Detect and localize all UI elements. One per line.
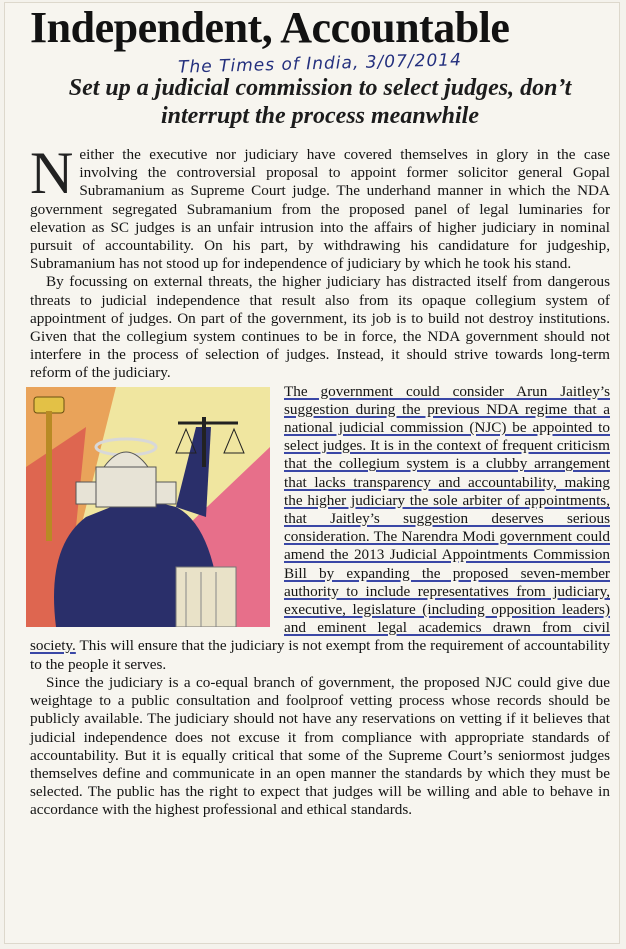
paragraph-3-text: This will ensure that the judiciary is not exempt from the requirement of accountability to the people it serves. [30,637,610,673]
paragraph-4-text: Since the judiciary is a co-equal branch of government, the proposed NJC could give due weightage to a public consultation and foolproof vetting process whose records should be publicly available. The judiciary should not have any reservations on vetting if it believes that judicial independence does not excuse it from compliance with appropriate standards of accountability. But it is equally critical that some of the Supreme Court’s seniormost judges themselves define and communicate in an open manner the standards by which they must be selected. The public has the right to expect that judges will be willing and able to behave in accordance with the highest professional and ethical standards. [30,673,610,819]
paragraph-2-text: By focussing on external threats, the higher judiciary has distracted itself from dangerous threats to judicial independence that result also from its opaque collegium system of appointment of judges. On part of the government, its job is to build not destroy institutions. Given that the collegium system continues to be in force, the NDA government should not interfere in the process of selection of judges. Instead, it should strive towards long-term reform of the judiciary. [30,273,610,382]
paragraph-2 [30,273,610,382]
paragraph-3-underlined-text: The government could consider Arun Jaitley’s suggestion during the previous NDA regime that a national judicial commission (NJC) be appointed to select judges. It is in the context of frequent criticism that the collegium system is a clubby arrangement that lacks transparency and accountability, making the higher judiciary the sole arbiter of appointments, that Jaitley’s suggestion deserves serious consideration. The Narendra Modi government could amend the 2013 Judicial Appointments Commission Bill by expanding the proposed seven-member authority to include representatives from judiciary, executive, legislature (including opposition leaders) and eminent legal academics drawn from civil society. [30,382,610,655]
handwritten-source-note: The Times of India, 3/07/2014 [177,50,463,78]
article-body [30,140,610,820]
drop-cap: N [30,140,74,206]
article-deck: Set up a judicial commission to select judges, don’t interrupt the process meanwhile [68,75,572,129]
paragraph-1-text: either the executive nor judiciary have covered themselves in glory in the case involving the controversial proposal to appoint former solicitor general Gopal Subramanium as Supreme Court judge. The underhand manner in which the NDA government segregated Subramanium from the proposed panel of legal luminaries for elevation as SC judges is an unfair intrusion into the affairs of higher judiciary in nominal pursuit of accountability. On his part, by withdrawing his candidature for judgeship, Subramanium has not stood up for independence of judiciary by which he took his stand. [30,146,610,273]
paragraph-4 [30,674,610,820]
justice-illustration [26,387,270,627]
paragraph-1 [30,140,610,273]
article-headline: Independent, Accountable [30,3,510,52]
